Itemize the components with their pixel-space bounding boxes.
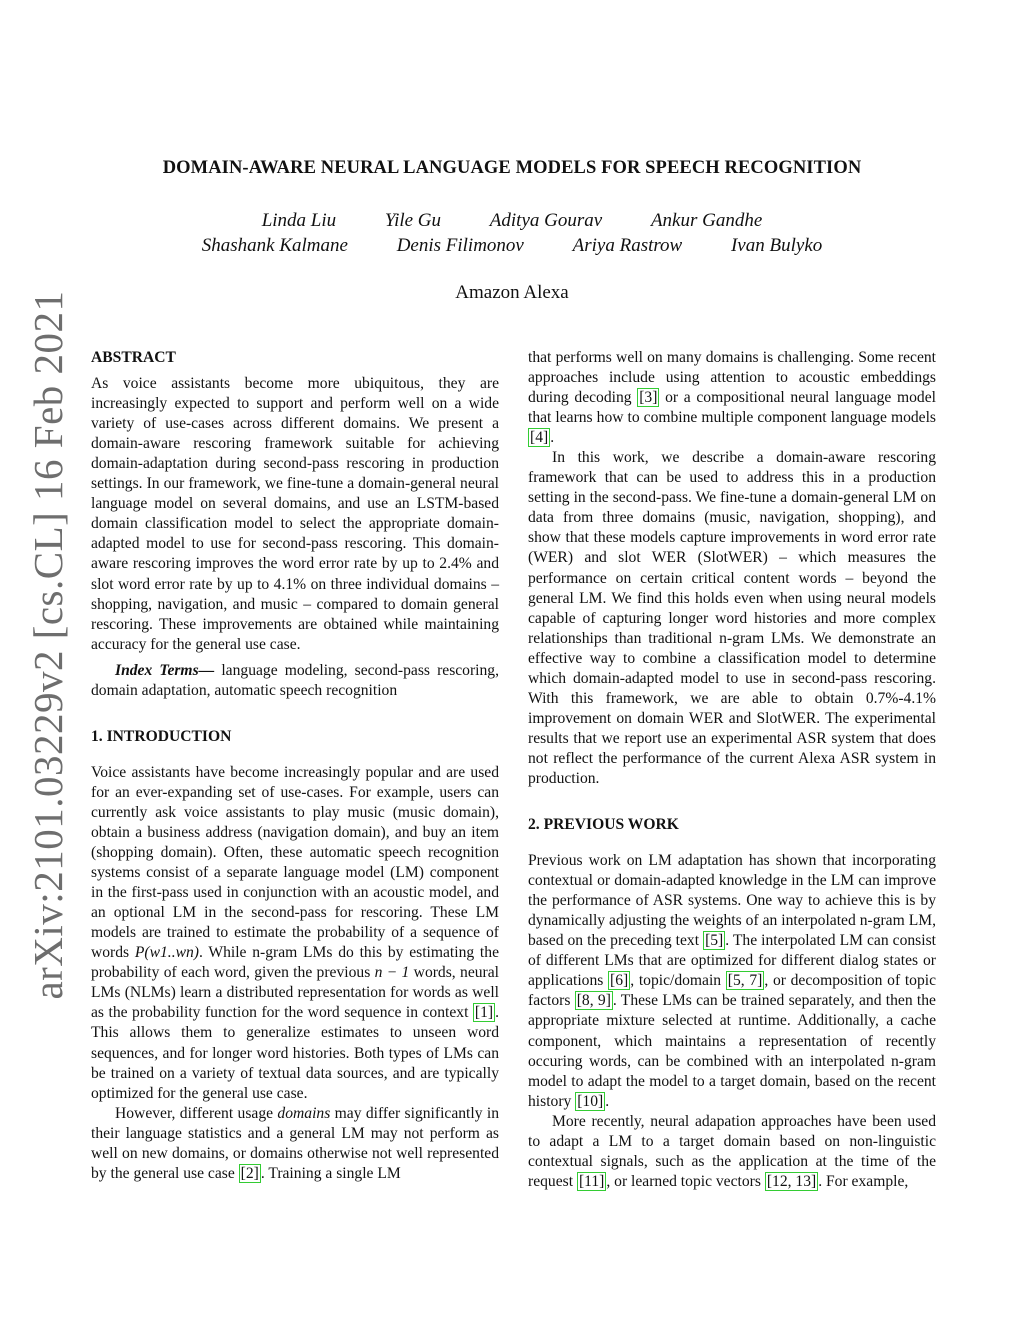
- citation-link[interactable]: [3]: [639, 389, 658, 407]
- index-terms: [91, 661, 499, 701]
- author: Ivan Bulyko: [730, 235, 823, 256]
- arxiv-sidebar: [20, 290, 76, 1000]
- right-paragraph-2: In this work, we describe a domain-aware rescoring framework that can be used to address this in a production setting in the second-pass. We fine-tune a domain-general LM on data from three domains (music, navigation, shopping), and show that these models capture improvements in word error rate (WER) and slot WER (SlotWER) – which measures the performance on certain critical content words – beyond the general LM. We find this holds even when using neural models capable of capturing longer word histories and more complex relationships than traditional n-gram LMs. We demonstrate an effective way to combine a classification model to determine which domain-adapted model to use in second-pass rescoring. With this framework, we are able to obtain 0.7%-4.1% improvement on domain WER and SlotWER. The experimental results that we report use an experimental ASR system that does not reflect the performance of the current Alexa ASR system in production.: [528, 449, 936, 787]
- abstract-text: As voice assistants become more ubiquitous, they are increasingly expected to support and perform well on a wide variety of use-cases across different domains. We present a domain-aware rescoring framework suitable for achieving domain-adaptation during second-pass rescoring in production settings. In our framework, we fine-tune a domain-general neural language model on several domains, and use an LSTM-based domain classification model to select the appropriate domain-adapted model to use for second-pass rescoring. This domain-aware rescoring improves the word error rate by up to 2.4% and slot word error rate by up to 4.1% on three individual domains – shopping, navigation, and music – compared to domain general rescoring. These improvements are obtained while maintaining accuracy for the general use case.: [91, 375, 499, 653]
- previous-paragraph-1: Previous work on LM adaptation has shown that incorporating contextual or domain-adapted knowledge in the LM can improve the performance of ASR systems. One way to achieve this is by dynamically adjusting the weights of an interpolated n-gram LM, based on the preceding text [5] . The interpolated LM can consist of different LMs that are optimized for different dialog states or applications [6] , topic/domain [5, 7] , or decomposition of topic factors [8, 9] . These LMs can be trained separately, and then the appropriate mixture selected at runtime. Additionally, a cache component, which maintains a representation of recently occuring words, can be combined with an interpolated n-gram model to adapt the model to a target domain, based on the recent history [10] .: [528, 852, 937, 1110]
- abstract-heading: ABSTRACT: [91, 349, 176, 366]
- citation-link[interactable]: [12, 13]: [766, 1172, 817, 1190]
- citation-link[interactable]: [11]: [578, 1172, 605, 1190]
- author: Denis Filimonov: [396, 235, 524, 256]
- previous-work-heading: 2. PREVIOUS WORK: [528, 816, 679, 834]
- previous-paragraph-2: More recently, neural adapation approaches have been used to adapt a LM to a target domain based on non-linguistic contextual signals, such as the application at the time of the request [11] , or learned topic vectors [12, 13] . For example,: [528, 1112, 936, 1190]
- citation-link[interactable]: [8, 9]: [576, 992, 611, 1010]
- arxiv-identifier: arXiv:2101.03229v2 [cs.CL] 16 Feb 2021: [25, 290, 71, 1000]
- citation-link[interactable]: [2]: [240, 1164, 259, 1182]
- math-sequence: P(w1..wn): [134, 944, 199, 962]
- intro-heading: 1. INTRODUCTION: [91, 727, 232, 745]
- author: Ariya Rastrow: [572, 235, 683, 256]
- author-row-2: [0, 235, 1024, 257]
- index-terms-text: language modeling, second-pass rescoring, domain adaptation, automatic speech recognition: [91, 661, 499, 699]
- citation-link[interactable]: [5, 7]: [727, 972, 763, 990]
- author: Ankur Gandhe: [650, 210, 763, 231]
- citation-link[interactable]: [10]: [577, 1092, 604, 1110]
- paper-title: DOMAIN-AWARE NEURAL LANGUAGE MODELS FOR SPEECH RECOGNITION: [162, 158, 862, 178]
- right-paragraph-1: that performs well on many domains is challenging. Some recent approaches include using attention to acoustic embeddings during decoding [3] or a compositional neural language model that learns how to combine multiple component language models [4] .: [528, 349, 936, 447]
- index-terms-label: Index Terms—: [115, 661, 215, 679]
- affiliation: Amazon Alexa: [455, 282, 569, 303]
- citation-link[interactable]: [4]: [530, 429, 549, 447]
- math-n-minus-1: n − 1: [374, 964, 410, 982]
- author-row-1: [0, 210, 1024, 232]
- citation-link[interactable]: [1]: [474, 1004, 494, 1022]
- author: Linda Liu: [261, 210, 337, 231]
- citation-link[interactable]: [6]: [610, 972, 629, 990]
- right-column: [528, 348, 936, 1192]
- intro-paragraph-1: Voice assistants have become increasingly popular and are used for an ever-expanding set of use-cases. For example, users can currently ask voice assistants to play music (music domain), obtain a business address (navigation domain), and buy an item (shopping domain). Often, these automatic speech recognition systems consist of a separate language model (LM) component in the first-pass used in conjunction with an acoustic model, and an optional LM in the second-pass for rescoring. These LM models are trained to estimate the probability of a sequence of words P(w1..wn). While n-gram LMs do this by estimating the probability of each word, given the previous n − 1 words, neural LMs (NLMs) learn a distributed representation for words as well as the probability function for the word sequence in context [1] . This allows them to generalize estimates to unseen word sequences, and for longer word histories. Both types of LMs can be trained on a variety of textual data sources, and are typically optimized for the general use case.: [91, 763, 499, 1102]
- emphasis: domains: [277, 1104, 331, 1122]
- left-column: [91, 348, 499, 1184]
- citation-link[interactable]: [5]: [705, 932, 724, 950]
- author: Yile Gu: [384, 210, 442, 231]
- author: Shashank Kalmane: [201, 235, 348, 256]
- intro-paragraph-2: However, different usage domains may differ significantly in their language statistics and a general LM may not perform as well on new domains, or domains otherwise not well represented by the general use case [2] . Training a single LM: [91, 1104, 500, 1182]
- author: Aditya Gourav: [489, 210, 603, 231]
